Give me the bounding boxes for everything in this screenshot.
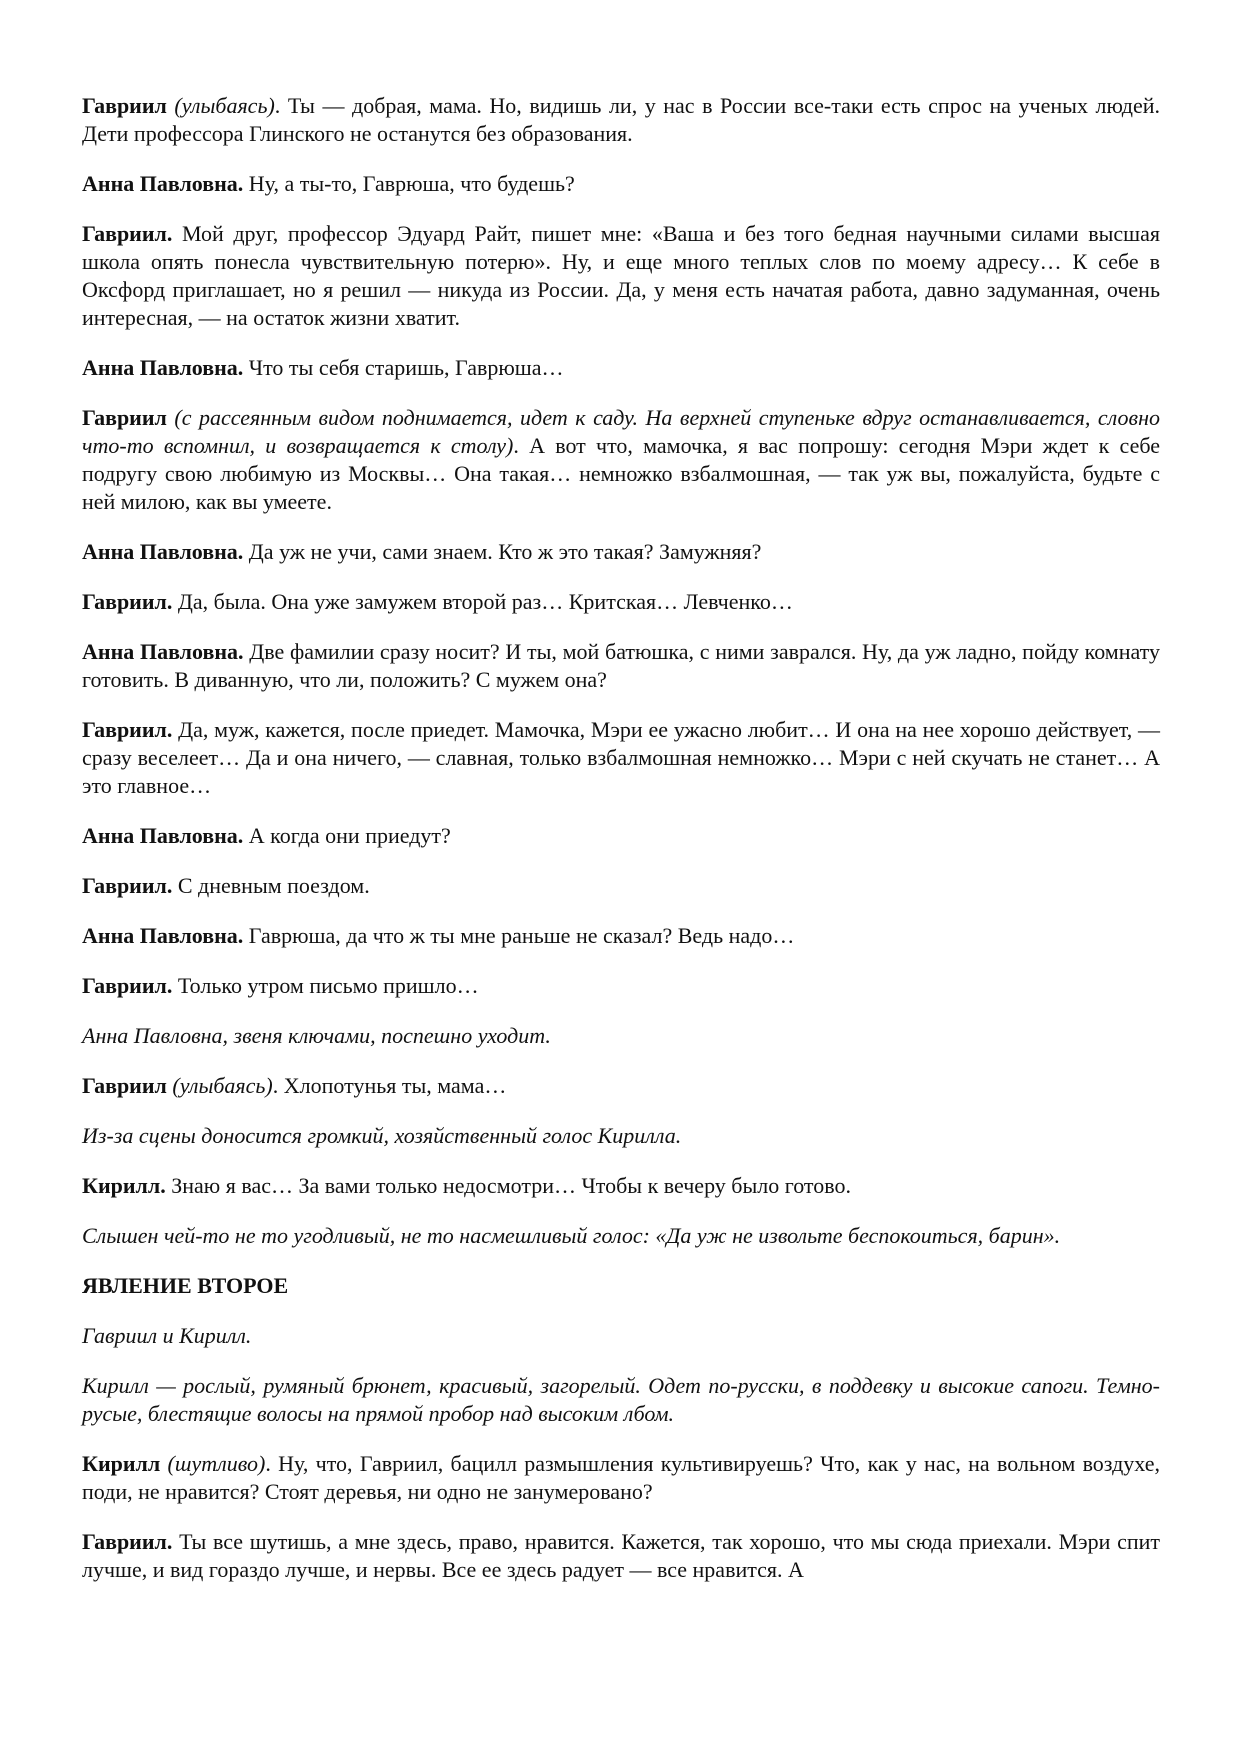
speech-text: Гаврюша, да что ж ты мне раньше не сказал? Ведь надо… [243, 923, 795, 948]
speech-paragraph [82, 822, 1160, 850]
speaker-name: Анна Павловна. [82, 539, 244, 564]
speech-text: С дневным поездом. [172, 873, 370, 898]
speech-paragraph [82, 538, 1160, 566]
speech-paragraph [82, 922, 1160, 950]
stage-direction: Анна Павловна, звеня ключами, поспешно уходит. [82, 1023, 551, 1048]
speech-text: . А вот что, мамочка, я вас попрошу: сегодня Мэри ждет к себе подругу свою любимую из Москвы… Она такая… немножко взбалмошная, — так уж вы, пожалуйста, будьте с ней милою, как вы умеете. [82, 433, 1160, 514]
stage-direction: Слышен чей-то не то угодливый, не то насмешливый голос: «Да уж не извольте беспокоиться, барин». [82, 1223, 1061, 1248]
speech-text: Ты все шутишь, а мне здесь, право, нравится. Кажется, так хорошо, что мы сюда приехали. Мэри спит лучше, и вид гораздо лучше, и нервы. Все ее здесь радует — все нравится. А [82, 1529, 1160, 1582]
speech-text: А когда они приедут? [243, 823, 451, 848]
speech-paragraph [82, 92, 1160, 148]
speech-text: Ну, а ты-то, Гаврюша, что будешь? [243, 171, 575, 196]
speaker-name: Анна Павловна. [82, 923, 244, 948]
speech-paragraph [82, 220, 1160, 332]
stage-remark: (шутливо) [160, 1451, 266, 1476]
speech-text: . Ты — добрая, мама. Но, видишь ли, у нас в России все-таки есть спрос на ученых людей. Дети профессора Глинского не останутся без образования. [82, 93, 1160, 146]
speaker-name: Анна Павловна. [82, 171, 244, 196]
speech-text: Мой друг, профессор Эдуард Райт, пишет мне: «Ваша и без того бедная научными силами высшая школа опять понесла чувствительную потерю». Ну, и еще много теплых слов по моему адресу… К себе в Оксфорд приглашает, но я решил — никуда из России. Да, у меня есть начатая работа, давно задуманная, очень интересная, — на остаток жизни хватит. [82, 221, 1160, 330]
speech-text: Две фамилии сразу носит? И ты, мой батюшка, с ними заврался. Ну, да уж ладно, пойду комнату готовить. В диванную, что ли, положить? С мужем она? [82, 639, 1160, 692]
speaker-name: Гавриил [82, 93, 167, 118]
speech-text: Что ты себя старишь, Гаврюша… [243, 355, 564, 380]
speaker-name: Анна Павловна. [82, 639, 244, 664]
speaker-name: Кирилл. [82, 1173, 166, 1198]
speech-paragraph [82, 588, 1160, 616]
speech-text: Да уж не учи, сами знаем. Кто ж это такая? Замужняя? [243, 539, 762, 564]
speech-text: Да, муж, кажется, после приедет. Мамочка, Мэри ее ужасно любит… И она на нее хорошо действует, — сразу веселеет… Да и она ничего, — славная, только взбалмошная немножко… Мэри с ней скучать не станет… А это главное… [82, 717, 1160, 798]
speaker-name: Гавриил. [82, 717, 173, 742]
stage-direction: Кирилл — рослый, румяный брюнет, красивый, загорелый. Одет по-русски, в поддевку и высокие сапоги. Темно-русые, блестящие волосы на прямой пробор над высоким лбом. [82, 1373, 1160, 1426]
speech-text: Да, была. Она уже замужем второй раз… Критская… Левченко… [172, 589, 793, 614]
speech-paragraph [82, 404, 1160, 516]
speech-text: Знаю я вас… За вами только недосмотри… Чтобы к вечеру было готово. [165, 1173, 851, 1198]
speech-paragraph [82, 972, 1160, 1000]
speech-paragraph [82, 872, 1160, 900]
speech-paragraph [82, 1528, 1160, 1584]
speaker-name: Гавриил. [82, 589, 173, 614]
document-page [82, 92, 1160, 1606]
speaker-name: Гавриил. [82, 221, 173, 246]
speaker-name: Анна Павловна. [82, 823, 244, 848]
speech-paragraph [82, 1072, 1160, 1100]
speech-paragraph [82, 1450, 1160, 1506]
speech-paragraph [82, 170, 1160, 198]
stage-direction: Гавриил и Кирилл. [82, 1323, 252, 1348]
speech-paragraph [82, 638, 1160, 694]
speaker-name: Гавриил. [82, 973, 173, 998]
speaker-name: Гавриил [82, 405, 167, 430]
speaker-name: Гавриил. [82, 873, 173, 898]
speech-text: . Хлопотунья ты, мама… [272, 1073, 507, 1098]
speaker-name: Гавриил. [82, 1529, 173, 1554]
speaker-name: Анна Павловна. [82, 355, 244, 380]
speech-paragraph [82, 1172, 1160, 1200]
scene-heading: ЯВЛЕНИЕ ВТОРОЕ [82, 1273, 289, 1298]
stage-remark: (улыбаясь) [166, 1073, 273, 1098]
stage-direction: Из-за сцены доносится громкий, хозяйственный голос Кирилла. [82, 1123, 682, 1148]
speech-paragraph [82, 716, 1160, 800]
speaker-name: Гавриил [82, 1073, 167, 1098]
speech-text: Только утром письмо пришло… [172, 973, 479, 998]
stage-remark: (улыбаясь) [166, 93, 275, 118]
stage-remark: (с рассеянным видом поднимается, идет к саду. На верхней ступеньке вдруг останавливается, словно что-то вспомнил, и возвращается к столу) [82, 405, 1160, 458]
speech-paragraph [82, 354, 1160, 382]
speaker-name: Кирилл [82, 1451, 161, 1476]
speech-text: . Ну, что, Гавриил, бацилл размышления культивируешь? Что, как у нас, на вольном воздухе, поди, не нравится? Стоят деревья, ни одно не занумеровано? [82, 1451, 1161, 1504]
